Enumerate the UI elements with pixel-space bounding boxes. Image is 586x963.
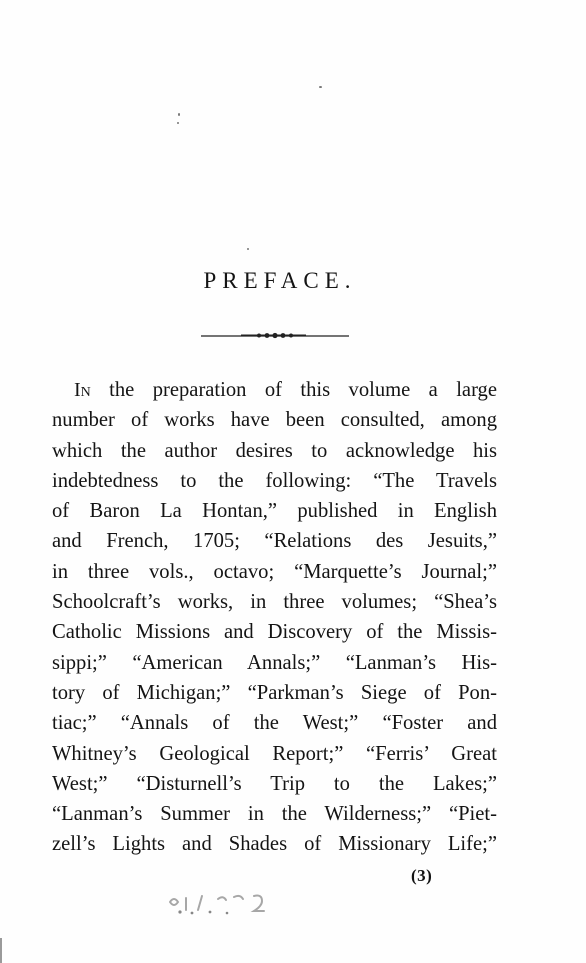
preface-paragraph	[52, 375, 497, 860]
print-speck	[177, 122, 179, 124]
ornamental-rule	[201, 330, 349, 342]
text-line: number of works have been consulted, among	[52, 409, 497, 432]
text-line: Catholic Missions and Discovery of the Missis-	[52, 621, 497, 644]
text-line: Whitney’s Geological Report;” “Ferris’ Great	[52, 742, 497, 765]
text-line: of Baron La Hontan,” published in English	[52, 500, 497, 523]
print-speck	[319, 86, 322, 88]
text-line: sippi;” “American Annals;” “Lanman’s His-	[52, 651, 497, 674]
text-line: in three vols., octavo; “Marquette’s Journal;”	[52, 560, 497, 583]
print-speck	[178, 113, 180, 116]
preface-heading: PREFACE.	[203, 268, 357, 293]
text-line: West;” “Disturnell’s Trip to the Lakes;”	[52, 772, 497, 795]
text-line-content: the preparation of this volume a large	[90, 379, 497, 401]
text-line: tiac;” “Annals of the West;” “Foster and	[52, 712, 497, 735]
text-line: indebtedness to the following: “The Travels	[52, 469, 497, 492]
text-line: “Lanman’s Summer in the Wilderness;” “Piet-	[52, 803, 497, 826]
text-line: and French, 1705; “Relations des Jesuits,”	[52, 530, 497, 553]
faded-stamp	[166, 890, 276, 916]
page-edge-mark	[0, 938, 2, 963]
text-line: which the author desires to acknowledge his	[52, 439, 497, 462]
small-caps-opening: In	[74, 379, 91, 401]
print-speck	[247, 248, 249, 250]
text-line	[52, 375, 497, 405]
text-line: tory of Michigan;” “Parkman’s Siege of Pon-	[52, 681, 497, 704]
page-number: (3)	[411, 866, 433, 885]
text-line: zell’s Lights and Shades of Missionary Life;”	[52, 833, 497, 856]
text-line: Schoolcraft’s works, in three volumes; “Shea’s	[52, 591, 497, 614]
